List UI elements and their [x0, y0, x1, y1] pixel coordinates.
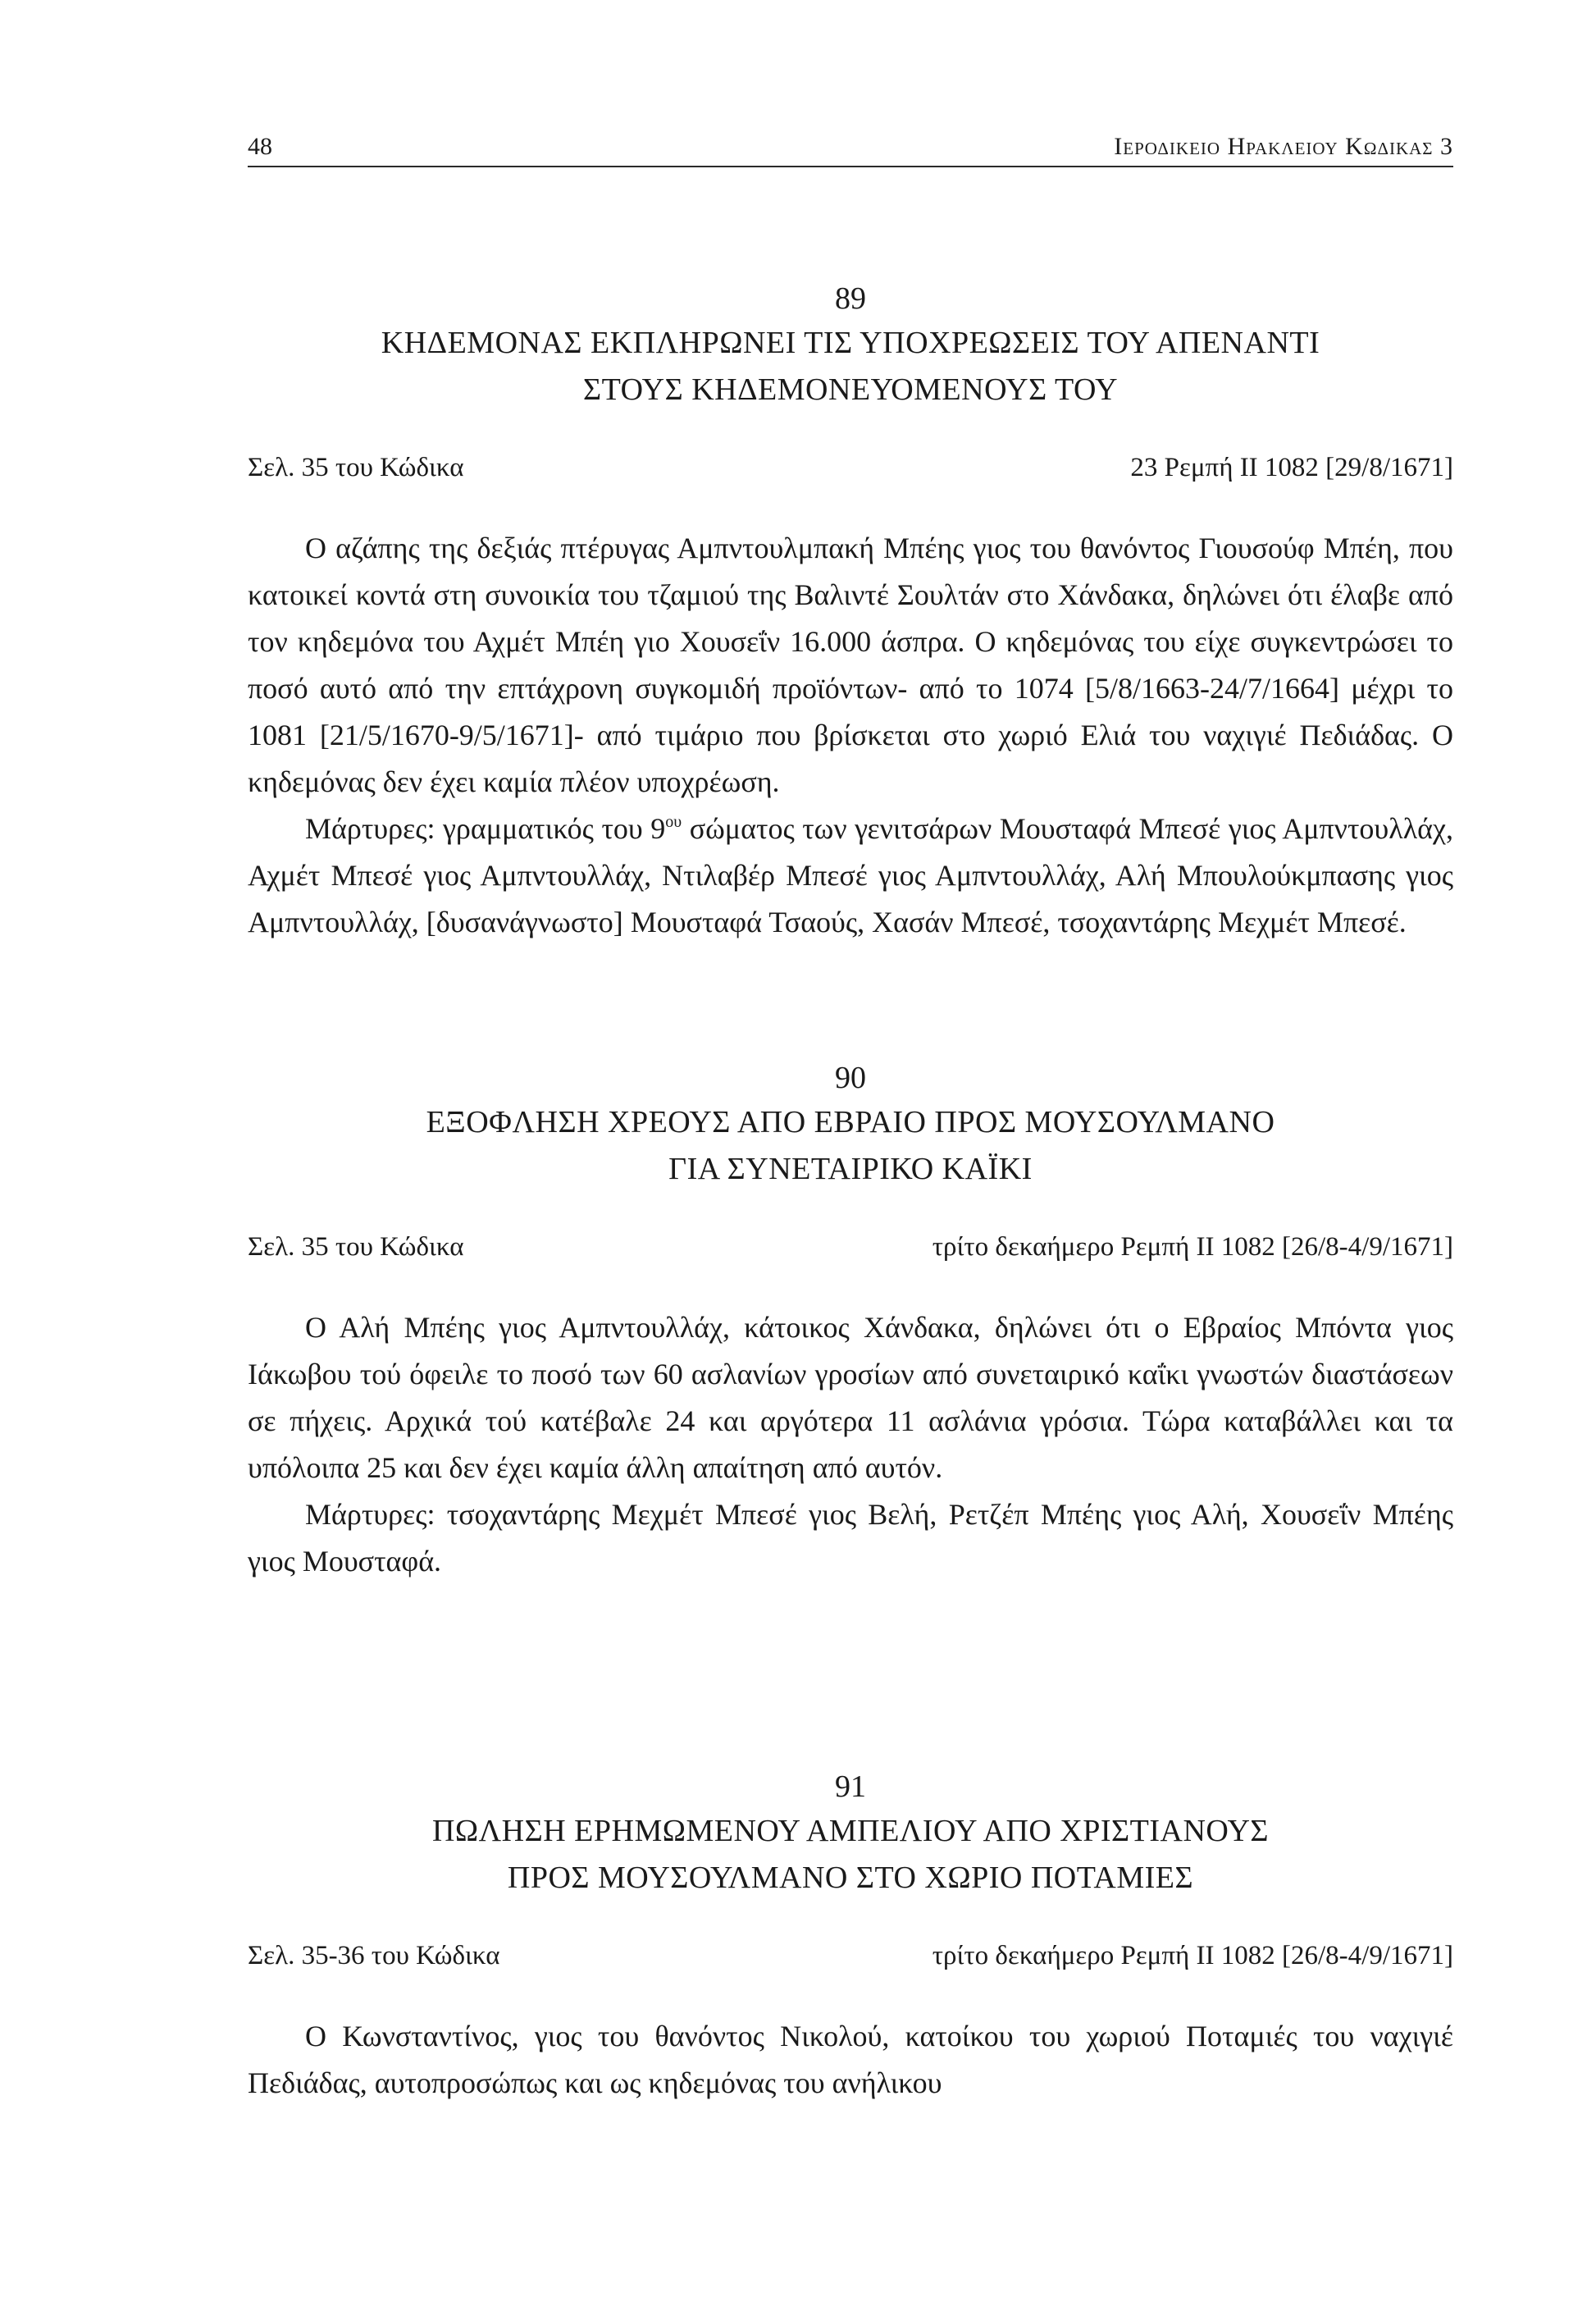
document-89 — [248, 277, 1453, 946]
document-body — [248, 525, 1453, 946]
document-date: τρίτο δεκαήμερο Ρεμπή ΙΙ 1082 [26/8-4/9/1671] — [932, 1941, 1453, 1970]
document-title-line: ΚΗΔΕΜΟΝΑΣ ΕΚΠΛΗΡΩΝΕΙ ΤΙΣ ΥΠΟΧΡΕΩΣΕΙΣ ΤΟΥ ΑΠΕΝΑΝΤΙ — [381, 326, 1320, 360]
document-title — [248, 1099, 1453, 1193]
witness-text: Μάρτυρες: γραμματικός του 9 — [305, 812, 666, 845]
document-source: Σελ. 35 του Κώδικα — [248, 453, 464, 482]
running-head — [248, 123, 1453, 167]
document-title-line: ΠΡΟΣ ΜΟΥΣΟΥΛΜΑΝΟ ΣΤΟ ΧΩΡΙΟ ΠΟΤΑΜΙΕΣ — [507, 1861, 1194, 1895]
document-number: 89 — [835, 281, 866, 316]
document-body — [248, 2013, 1453, 2107]
document-date: 23 Ρεμπή ΙΙ 1082 [29/8/1671] — [1130, 453, 1453, 482]
document-90 — [248, 1057, 1453, 1585]
document-meta — [248, 1227, 1453, 1267]
body-paragraph: Ο αζάπης της δεξιάς πτέρυγας Αμπντουλμπακή Μπέης γιος του θανόντος Γιουσούφ Μπέη, που κατοικεί κοντά στη συνοικία του τζαμιού της Βαλιντέ Σουλτάν στο Χάνδακα, δηλώνει ότι έλαβε από τον κηδεμόνα του Αχμέτ Μπέη γιο Χουσεΐν 16.000 άσπρα. Ο κηδεμόνας του είχε συγκεντρώσει το ποσό αυτό από την επτάχρονη συγκομιδή προϊόντων- από το 1074 [5/8/1663-24/7/1664] μέχρι το 1081 [21/5/1670-9/5/1671]- από τιμάριο που βρίσκεται στο χωριό Ελιά του ναχιγιέ Πεδιάδας. Ο κηδεμόνας δεν έχει καμία πλέον υποχρέωση. — [248, 532, 1453, 798]
document-body — [248, 1304, 1453, 1585]
witness-paragraph: Μάρτυρες: τσοχαντάρης Μεχμέτ Μπεσέ γιος Βελή, Ρετζέπ Μπέης γιος Αλή, Χουσεΐν Μπέης γιος Μουσταφά. — [248, 1498, 1453, 1577]
document-title — [248, 320, 1453, 413]
document-number: 91 — [835, 1769, 866, 1804]
document-date: τρίτο δεκαήμερο Ρεμπή ΙΙ 1082 [26/8-4/9/1671] — [932, 1232, 1453, 1262]
body-paragraph: Ο Κωνσταντίνος, γιος του θανόντος Νικολού, κατοίκου του χωριού Ποταμιές του ναχιγιέ Πεδιάδας, αυτοπροσώπως και ως κηδεμόνας του ανήλικου — [248, 2020, 1453, 2099]
document-91 — [248, 1765, 1453, 2107]
witness-text: σώματος των γενιτσάρων Μουσταφά Μπεσέ γιος Αμπντουλλάχ, Αχμέτ Μπεσέ γιος Αμπντουλλάχ, Ντιλαβέρ Μπεσέ γιος Αμπντουλλάχ, Αλή Μπουλούκμπασης γιος Αμπντουλλάχ, [δυσανάγνωστο] Μουσταφά Τσαούς, Χασάν Μπεσέ, τσοχαντάρης Μεχμέτ Μπεσέ. — [248, 812, 1453, 938]
document-title-line: ΠΩΛΗΣΗ ΕΡΗΜΩΜΕΝΟΥ ΑΜΠΕΛΙΟΥ ΑΠΟ ΧΡΙΣΤΙΑΝΟΥΣ — [431, 1814, 1270, 1848]
document-title-line: ΣΤΟΥΣ ΚΗΔΕΜΟΝΕΥΟΜΕΝΟΥΣ ΤΟΥ — [582, 372, 1119, 407]
document-source: Σελ. 35 του Κώδικα — [248, 1232, 464, 1262]
body-paragraph: Ο Αλή Μπέης γιος Αμπντουλλάχ, κάτοικος Χάνδακα, δηλώνει ότι ο Εβραίος Μπόντα γιος Ιάκωβου τού όφειλε το ποσό των 60 ασλανίων γροσίων από συνεταιρικό καΐκι γνωστών διαστάσεων σε πήχεις. Αρχικά τού κατέβαλε 24 και αργότερα 11 ασλάνια γρόσια. Τώρα καταβάλλει και τα υπόλοιπα 25 και δεν έχει καμία άλλη απαίτηση από αυτόν. — [248, 1311, 1453, 1484]
running-title: Ιεροδικειο Ηρακλειου Κωδικας 3 — [1114, 133, 1453, 160]
document-number: 90 — [835, 1061, 866, 1095]
document-meta — [248, 448, 1453, 487]
document-meta — [248, 1936, 1453, 1975]
document-title — [248, 1808, 1453, 1902]
document-title-line: ΓΙΑ ΣΥΝΕΤΑΙΡΙΚΟ ΚΑΪΚΙ — [668, 1152, 1033, 1186]
witness-paragraph — [248, 806, 1453, 946]
document-title-line: ΕΞΟΦΛΗΣΗ ΧΡΕΟΥΣ ΑΠΟ ΕΒΡΑΙΟ ΠΡΟΣ ΜΟΥΣΟΥΛΜΑΝΟ — [426, 1105, 1275, 1139]
page — [248, 123, 1453, 2099]
document-source: Σελ. 35-36 του Κώδικα — [248, 1941, 500, 1970]
page-number: 48 — [248, 133, 272, 160]
ordinal-suffix: ου — [665, 813, 682, 831]
